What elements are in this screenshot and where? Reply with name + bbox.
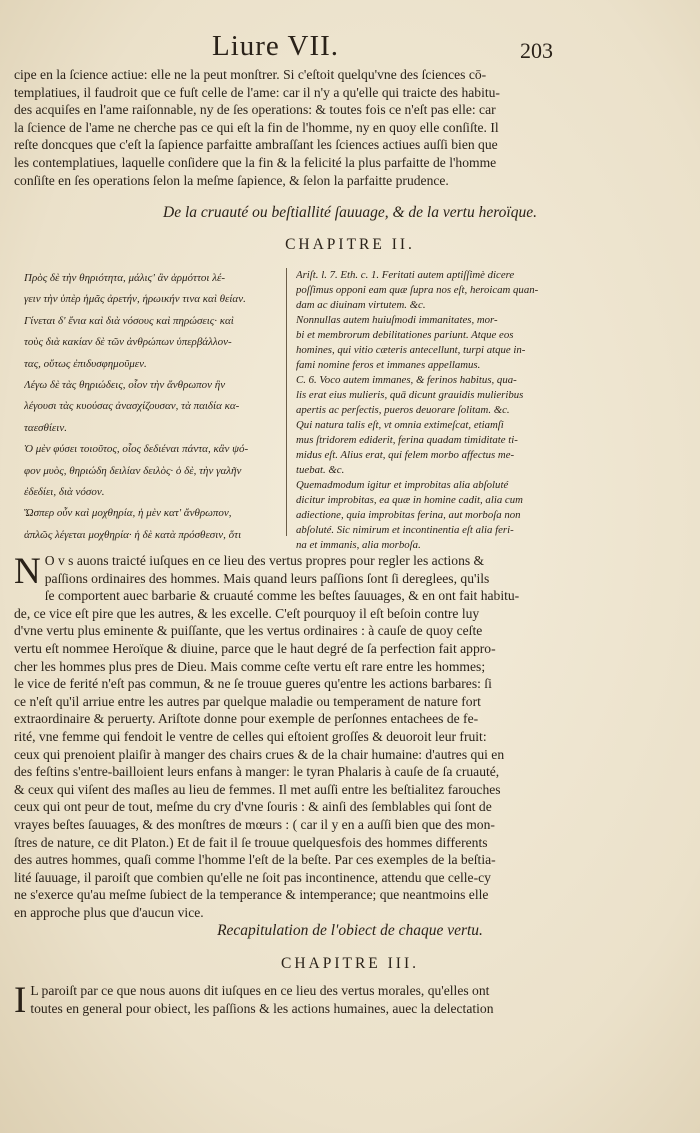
greek-citation-column xyxy=(24,268,282,546)
text-line: templatiues, il faudroit que ce fuſt celle de l'ame: car il n'y a qu'elle qui traicte des habitu- xyxy=(14,84,500,100)
latin-line: apertis ac perſectis, pueros deuorare ſolitam. &c. xyxy=(296,404,510,416)
latin-line: Qui natura talis eſt, vt omnia extimeſcat, etiamſi xyxy=(296,419,504,431)
section-subheading: De la cruauté ou beſtiallité ſauuage, & de la vertu heroïque. xyxy=(163,204,537,221)
text-line: des autres hommes, quaſi comme l'homme l'eſt de la beſte. Par ces exemples de la beſtia- xyxy=(14,852,496,868)
chapter-heading: CHAPITRE II. xyxy=(285,236,415,253)
text-line: des feſtins s'entre-bailloient leurs enfans à manger: le tyran Phalaris à cauſe de ſa cruauté, xyxy=(14,764,500,780)
latin-line: homines, qui vitio cæteris antecellunt, turpi atque in- xyxy=(296,344,526,356)
greek-line: Γίνεται δ' ἔνια καὶ διὰ νόσους καὶ πηρώσεις· καὶ xyxy=(24,314,234,327)
greek-line: ταεσθίειν. xyxy=(24,421,67,434)
text-line: ceux qui ont peur de tout, meſme du cry d'vne ſouris : & ainſi des ſemblables qui ſont de xyxy=(14,799,492,815)
text-line: ceux qui prenoient plaiſir à manger des chairs crues & de la chair humaine: d'autres qui en xyxy=(14,746,505,762)
latin-line: tuebat. &c. xyxy=(296,464,345,476)
text-line: vrayes beſtes ſauuages, & des monſtres de mœurs : ( car il y en a auſſi bien que des mon- xyxy=(14,816,495,832)
text-line: lité ſauuage, il paroiſt que combien qu'elle ne ſoit pas incontinence, attendu que celle-cy xyxy=(14,869,491,885)
text-line: reſte doncques que c'eſt la ſapience parfaitte ambraſſant les ſciences actiues auſſi bien que xyxy=(14,137,498,153)
text-line: cipe en la ſcience actiue: elle ne la peut monſtrer. Si c'eſtoit quelqu'vne des ſciences cō- xyxy=(14,67,487,82)
latin-line: poſſimus opponi eam quæ ſupra nos eſt, heroicam quan- xyxy=(296,284,539,296)
text-line: cher les hommes plus pres de Dieu. Mais comme ceſte vertu eſt rare entre les hommes; xyxy=(14,658,486,674)
text-line: conſiſte en ſes operations ſelon la meſme ſapience, & ſelon la parfaitte prudence. xyxy=(14,172,449,188)
text-line: de, ce vice eſt pire que les autres, & les excelle. C'eſt pourquoy il eſt beſoin contre luy xyxy=(14,605,480,621)
latin-line: adiectione, quia improbitas ferina, aut morboſa non xyxy=(296,509,521,521)
greek-line: τοὺς διὰ κακίαν δὲ τῶν ἀνθρώπων ὑπερβάλλον- xyxy=(24,336,232,349)
greek-line: ἐδεδίει, διὰ νόσον. xyxy=(24,486,105,499)
latin-line: Nonnullas autem huiuſmodi immanitates, mor- xyxy=(296,314,498,326)
latin-line: mus ſtridorem ediderit, ferina quadam timiditate ti- xyxy=(296,434,518,446)
text-line: la ſcience de l'ame ne cherche pas ce qui eſt la fin de l'homme, ny en quoy elle conſiſte. Il xyxy=(14,119,499,135)
latin-line: Quemadmodum igitur et improbitas alia abſoluté xyxy=(296,479,509,491)
latin-line: dam ac diuinam virtutem. &c. xyxy=(296,299,426,311)
running-title: Liure VII. xyxy=(212,30,340,62)
text-line: d'vne vertu plus eminente & puiſſante, que les vertus ordinaires : à cauſe de quoy ceſte xyxy=(14,623,483,639)
greek-line: ἁπλῶς λέγεται μοχθηρία· ἡ δὲ κατὰ πρόσθεσιν, ὅτι xyxy=(24,528,242,541)
text-line: paſſions ordinaires des hommes. Mais quand leurs paſſions ſont ſi dereglees, qu'ils xyxy=(44,570,490,586)
latin-citation-column xyxy=(296,268,676,553)
text-line: toutes en general pour obiect, les paſſions & les actions humaines, auec la delectation xyxy=(30,1000,494,1016)
page-header xyxy=(0,30,700,70)
greek-line: Ὥσπερ οὖν καὶ μοχθηρία, ἡ μὲν κατ' ἄνθρωπον, xyxy=(24,507,232,520)
drop-cap: N xyxy=(14,551,41,592)
page-number: 203 xyxy=(520,38,553,63)
latin-line: lis erat eius mulieris, quā dicunt grauidis mulieribus xyxy=(296,389,524,401)
greek-line: Ὁ μὲν φύσει τοιοῦτος, οἷος δεδιέναι πάντα, κἂν ψό- xyxy=(24,443,249,456)
chapter-2-text xyxy=(14,552,660,921)
text-line: O v s auons traicté iuſques en ce lieu des vertus propres pour regler les actions & xyxy=(44,553,485,568)
greek-line: τας, οὕτως ἐπιδυσφημοῦμεν. xyxy=(24,357,147,370)
text-line: les contemplatiues, laquelle conſidere que la fin & la felicité la plus parfaitte de l'homme xyxy=(14,154,497,170)
greek-line: Πρὸς δὲ τὴν θηριότητα, μάλιϛ' ἂν ἁρμόττοι λέ- xyxy=(24,272,225,284)
text-line: ſtres de nature, ce dit Platon.) Et de fait il ſe trouue quelquesfois des hommes differents xyxy=(14,834,488,850)
chapter-3-text xyxy=(14,980,660,1021)
latin-line: Ariſt. l. 7. Eth. c. 1. Feritati autem aptiſſimè dicere xyxy=(296,269,515,281)
text-line: des acquiſes en l'ame raiſonnable, ny de ſes operations: & toutes fois ce n'eſt pas elle: car xyxy=(14,102,496,118)
text-line: ne s'exerce qu'au meſme ſubiect de la temperance & intemperance; que neantmoins elle xyxy=(14,887,489,903)
latin-line: bi et membrorum debilitationes pariunt. Atque eos xyxy=(296,329,514,341)
text-line: extraordinaire & peruerty. Ariſtote donne pour exemple de perſonnes entachees de fe- xyxy=(14,711,479,727)
greek-line: φον μυὸς, θηριώδη δειλίαν δειλὸς· ὁ δὲ, τὴν γαλῆν xyxy=(24,464,242,477)
greek-line: Λέγω δὲ τὰς θηριώδεις, οἷον τὴν ἄνθρωπον ἣν xyxy=(24,379,226,392)
drop-cap: I xyxy=(14,980,27,1021)
text-line: ce n'eſt qu'il arriue entre les autres par quelque maladie ou temperament de nature fort xyxy=(14,693,481,709)
latin-line: C. 6. Voco autem immanes, & ferinos habitus, qua- xyxy=(296,374,517,386)
text-line: L paroiſt par ce que nous auons dit iuſques en ce lieu des vertus morales, qu'elles ont xyxy=(30,983,490,998)
text-line: le vice de ferité n'eſt pas commun, & ne ſe trouue gueres qu'entre les actions barbares: ſi xyxy=(14,676,492,692)
intro-paragraph xyxy=(14,66,660,189)
text-line: vertu eſt nommee Heroïque & diuine, parce que le haut degré de ſa perfection fait appro- xyxy=(14,640,496,656)
text-line: & ceux qui viſent des maſles au lieu de femmes. Il met auſſi entre les beſtialitez farouches xyxy=(14,781,501,797)
latin-line: abſoluté. Sic nimirum et incontinentia eſt alia feri- xyxy=(296,524,514,536)
latin-line: na et immanis, alia morboſa. xyxy=(296,539,421,551)
text-line: rité, vne femme qui fendoit le ventre de celles qui eſtoient groſſes & deuoroit leur fruit: xyxy=(14,728,487,744)
text-line: ſe comportent auec barbarie & cruauté comme les beſtes ſauuages, & en ont fait habitu- xyxy=(44,588,520,604)
latin-line: fami nomine feros et immanes appellamus. xyxy=(296,359,481,371)
latin-line: midus eſt. Alius erat, qui felem morbo affectus me- xyxy=(296,449,515,461)
chapter-heading: CHAPITRE III. xyxy=(280,955,420,972)
text-line: en approche plus que d'aucun vice. xyxy=(14,904,204,920)
greek-line: λέγουσι τὰς κυούσας ἀνασχίζουσαν, τὰ παιδία κα- xyxy=(24,400,240,413)
section-subheading: Recapitulation de l'obiect de chaque vertu. xyxy=(217,922,483,939)
latin-line: dicitur improbitas, ea quæ in homine cadit, alia cum xyxy=(296,494,523,506)
greek-line: γειν τὴν ὑπὲρ ἡμᾶς ἀρετήν, ἡρωικήν τινα καὶ θείαν. xyxy=(24,293,246,306)
column-divider xyxy=(286,268,287,536)
